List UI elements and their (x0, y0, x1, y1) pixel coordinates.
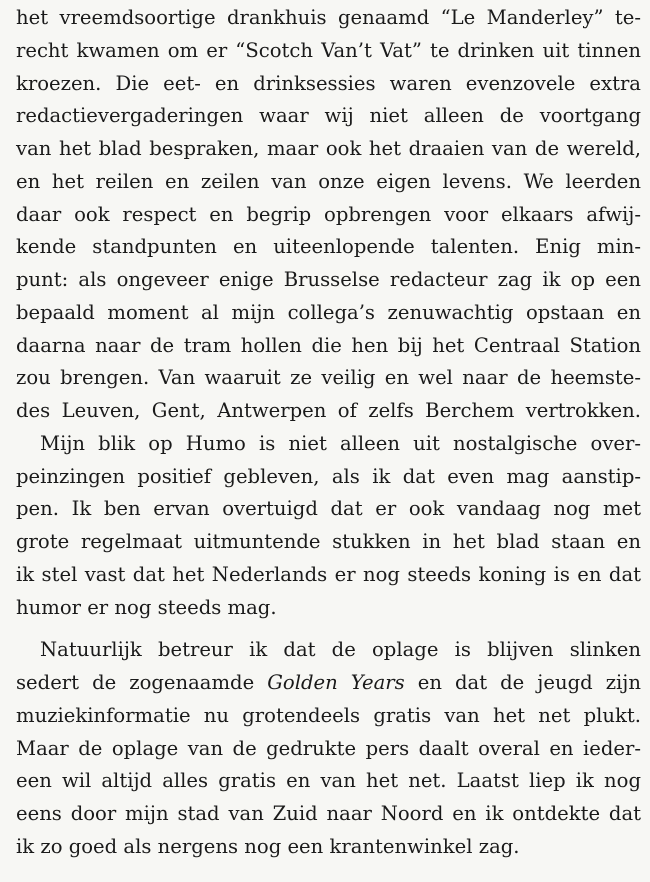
text-line: eens door mijn stad van Zuid naar Noord en ik ontdekte dat (16, 802, 641, 825)
text-line: Mijn blik op Humo is niet alleen uit nostalgische over- (40, 431, 641, 455)
text-line: ik zo goed als nergens nog een krantenwinkel zag. (16, 834, 520, 858)
text-line: zou brengen. Van waaruit ze veilig en wel naar de heemste- (16, 366, 641, 390)
text-segment: en dat de jeugd zijn (404, 671, 642, 694)
text-line: een wil altijd alles gratis en van het net. Laatst liep ik nog (16, 769, 641, 793)
text-line: grote regelmaat uitmuntende stukken in het blad staan en (16, 530, 641, 553)
text-line: kende standpunten en uiteenlopende talenten. Enig min- (16, 235, 641, 259)
text-line: daarna naar de tram hollen die hen bij het Centraal Station (16, 333, 641, 357)
text-line: bepaald moment al mijn collega’s zenuwachtig opstaan en (16, 300, 641, 324)
text-line: humor er nog steeds mag. (16, 595, 277, 619)
text-line: muziekinformatie nu grotendeels gratis van het net plukt. (16, 703, 641, 727)
text-line: punt: als ongeveer enige Brusselse redacteur zag ik op een (16, 268, 641, 291)
italic-phrase: Golden Years (267, 671, 405, 694)
text-line: daar ook respect en begrip opbrengen voor elkaars afwij- (16, 202, 641, 226)
text-line: pen. Ik ben ervan overtuigd dat er ook vandaag nog met (16, 497, 641, 521)
text-line: Natuurlijk betreur ik dat de oplage is blijven slinken (40, 638, 641, 662)
text-line: ik stel vast dat het Nederlands er nog steeds koning is en dat (16, 562, 641, 586)
text-line: kroezen. Die eet- en drinksessies waren evenzovele extra (16, 71, 641, 95)
paragraph-1 (16, 2, 641, 428)
text-line: en het reilen en zeilen van onze eigen levens. We leerden (16, 169, 641, 193)
text-line: Maar de oplage van de gedrukte pers daalt overal en ieder- (16, 736, 641, 760)
paragraph-2 (16, 428, 641, 625)
text-segment: sedert de zogenaamde (16, 671, 268, 694)
text-line: recht kwamen om er “Scotch Van’t Vat” te drinken uit tinnen (16, 38, 641, 62)
body-text (16, 2, 641, 864)
text-line-with-italic (16, 667, 641, 700)
paragraph-3 (16, 634, 641, 863)
text-line: van het blad bespraken, maar ook het draaien van de wereld, (16, 137, 641, 160)
text-line: het vreemdsoortige drankhuis genaamd “Le Manderley” te- (16, 6, 641, 29)
text-line: peinzingen positief gebleven, als ik dat even mag aanstip- (16, 464, 641, 488)
text-line: des Leuven, Gent, Antwerpen of zelfs Berchem vertrokken. (16, 399, 641, 422)
paragraph-gap (16, 624, 641, 634)
text-line: redactievergaderingen waar wij niet alleen de voortgang (16, 104, 641, 128)
